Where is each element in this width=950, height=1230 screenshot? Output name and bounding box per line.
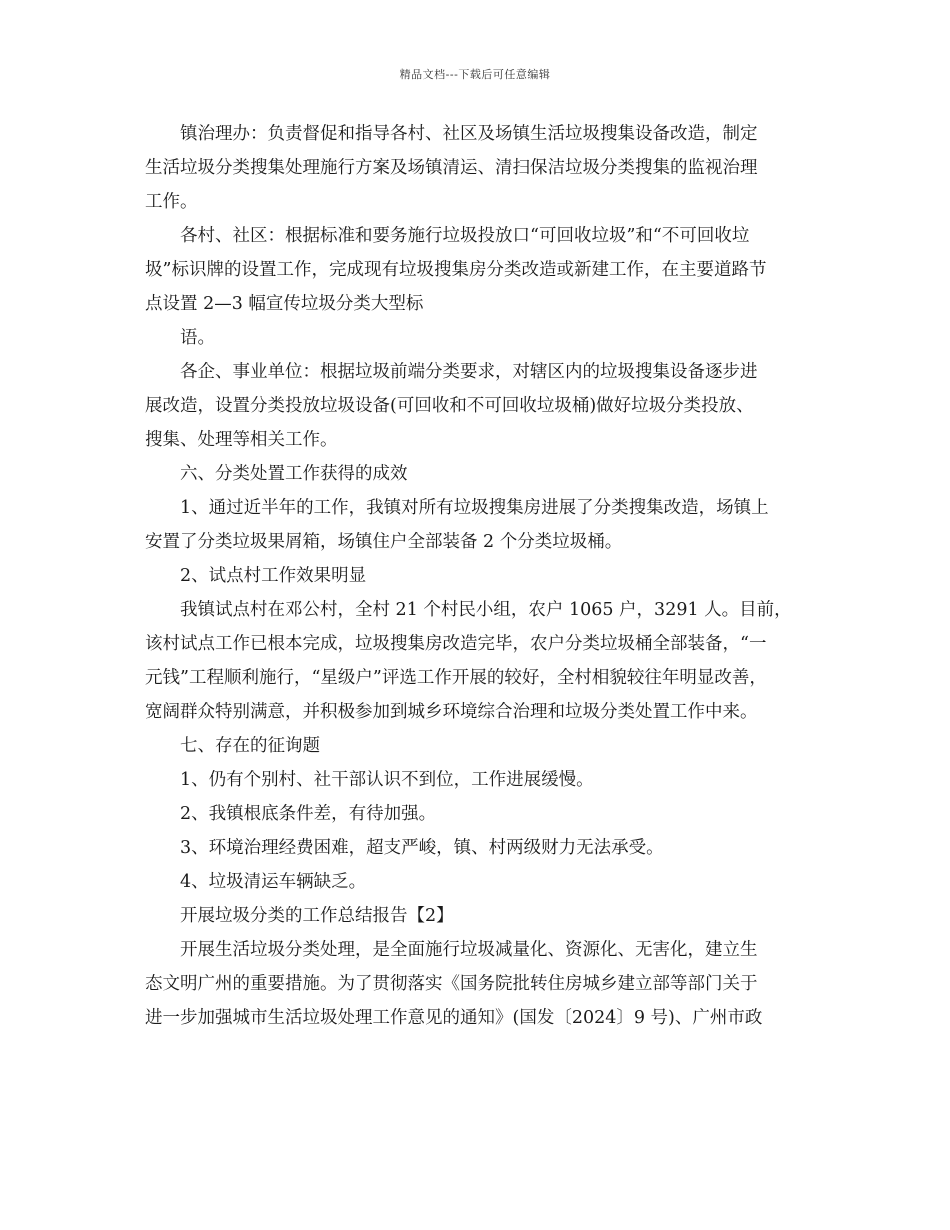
text-line: 元钱”工程顺利施行，“星级户”评选工作开展的较好，全村相貌较往年明显改善， — [145, 668, 767, 688]
text-line: 开展生活垃圾分类处理，是全面施行垃圾减量化、资源化、无害化，建立生 — [180, 940, 758, 960]
text-line: 安置了分类垃圾果屑箱，场镇住户全部装备 2 个分类垃圾桶。 — [145, 532, 623, 552]
text-line: 3、环境治理经费困难，超支严峻，镇、村两级财力无法承受。 — [180, 838, 664, 858]
text-line: 工作。 — [145, 192, 198, 212]
page-header: 精品文档---下载后可任意编辑 — [399, 68, 551, 81]
text-line: 圾”标识牌的设置工作，完成现有垃圾搜集房分类改造或新建工作，在主要道路节 — [145, 260, 767, 280]
document-body — [145, 117, 809, 1035]
text-line: 各村、社区：根据标准和要务施行垃圾投放口“可回收垃圾”和“不可回收垃 — [180, 226, 750, 246]
section-heading: 六、分类处置工作获得的成效 — [180, 464, 408, 484]
section-heading: 七、存在的征询题 — [180, 736, 320, 756]
text-line: 镇治理办：负责督促和指导各村、社区及场镇生活垃圾搜集设备改造，制定 — [180, 124, 758, 144]
text-line: 1、通过近半年的工作，我镇对所有垃圾搜集房进展了分类搜集改造，场镇上 — [180, 498, 769, 518]
text-line: 进一步加强城市生活垃圾处理工作意见的通知》(国发〔2024〕9 号)、广州市政 — [145, 1008, 763, 1028]
section-heading: 开展垃圾分类的工作总结报告【2】 — [180, 906, 454, 926]
text-line: 2、试点村工作效果明显 — [180, 566, 367, 586]
text-line: 我镇试点村在邓公村，全村 21 个村民小组，农户 1065 户，3291 人。目前， — [180, 600, 792, 620]
text-line: 搜集、处理等相关工作。 — [145, 430, 338, 450]
text-line: 态文明广州的重要措施。为了贯彻落实《国务院批转住房城乡建立部等部门关于 — [145, 974, 758, 994]
text-line: 语。 — [180, 328, 215, 348]
text-line: 展改造，设置分类投放垃圾设备(可回收和不可回收垃圾桶)做好垃圾分类投放、 — [145, 396, 754, 416]
text-line: 各企、事业单位：根据垃圾前端分类要求，对辖区内的垃圾搜集设备逐步进 — [180, 362, 758, 382]
text-line: 1、仍有个别村、社干部认识不到位，工作进展缓慢。 — [180, 770, 594, 790]
text-line: 宽阔群众特别满意，并积极参加到城乡环境综合治理和垃圾分类处置工作中来。 — [145, 702, 758, 722]
text-line: 2、我镇根底条件差，有待加强。 — [180, 804, 437, 824]
text-line: 生活垃圾分类搜集处理施行方案及场镇清运、清扫保洁垃圾分类搜集的监视治理 — [145, 158, 758, 178]
text-line: 4、垃圾清运车辆缺乏。 — [180, 872, 367, 892]
text-line: 该村试点工作已根本完成，垃圾搜集房改造完毕，农户分类垃圾桶全部装备，“一 — [145, 634, 767, 654]
text-line: 点设置 2—3 幅宣传垃圾分类大型标 — [145, 294, 424, 314]
